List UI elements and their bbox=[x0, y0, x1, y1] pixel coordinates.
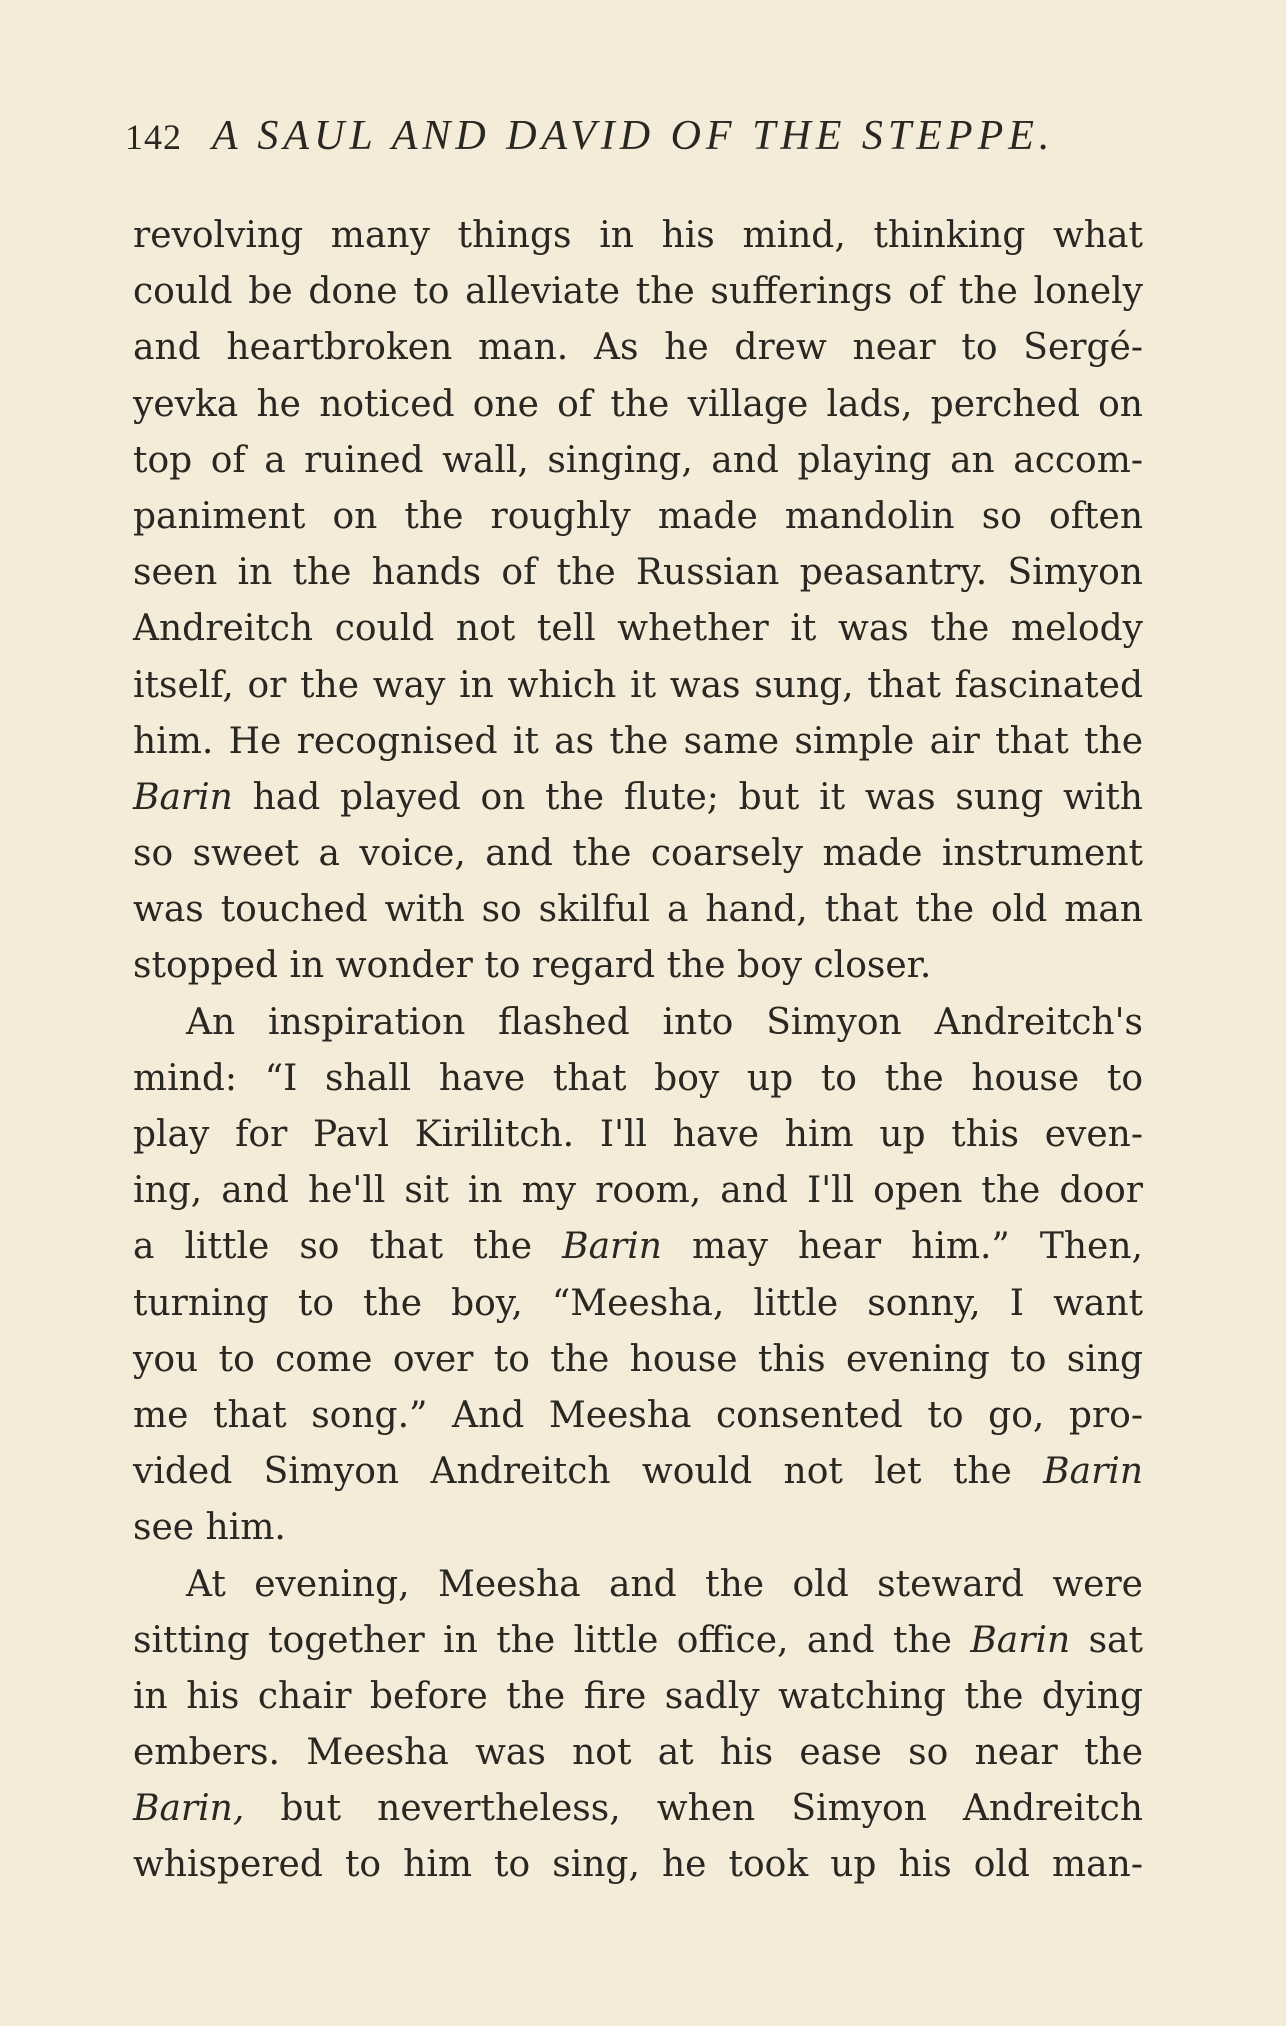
text-line: stopped in wonder to regard the boy closer. bbox=[133, 945, 932, 987]
running-head: A SAUL AND DAVID OF THE STEPPE. bbox=[212, 113, 1055, 159]
text-line: Barin, but nevertheless, when Simyon Andreitch bbox=[133, 1788, 1143, 1830]
text-line: whispered to him to sing, he took up his old man- bbox=[133, 1844, 1143, 1886]
italic-term: Barin bbox=[1043, 1451, 1143, 1493]
text-line: embers. Meesha was not at his ease so near the bbox=[133, 1732, 1143, 1774]
text-line: Andreitch could not tell whether it was the melody bbox=[133, 608, 1143, 650]
text-line: Barin had played on the flute; but it was sung with bbox=[133, 776, 1143, 818]
page-number: 142 bbox=[125, 117, 182, 157]
italic-term: Barin bbox=[562, 1226, 662, 1268]
text-line: me that song.” And Meesha consented to go, pro- bbox=[133, 1394, 1143, 1436]
text-line: At evening, Meesha and the old steward were bbox=[186, 1563, 1143, 1605]
text-line: sitting together in the little office, and the Barin sat bbox=[133, 1619, 1143, 1661]
body-text bbox=[133, 208, 1143, 1894]
text-line: paniment on the roughly made mandolin so often bbox=[133, 495, 1143, 537]
italic-term: Barin bbox=[133, 776, 233, 818]
text-line: revolving many things in his mind, thinking what bbox=[133, 215, 1143, 256]
text-line: top of a ruined wall, singing, and playing an accom- bbox=[133, 439, 1143, 481]
text-line: An inspiration flashed into Simyon Andreitch's bbox=[186, 1001, 1143, 1043]
text-line: seen in the hands of the Russian peasantry. Simyon bbox=[133, 552, 1143, 594]
text-line: you to come over to the house this evening to sing bbox=[133, 1338, 1143, 1380]
text-line: see him. bbox=[133, 1507, 286, 1549]
text-line: play for Pavl Kirilitch. I'll have him up this even- bbox=[133, 1114, 1143, 1155]
text-line: itself, or the way in which it was sung, that fascinated bbox=[133, 664, 1143, 706]
italic-term: Barin, bbox=[133, 1788, 245, 1830]
text-line: yevka he noticed one of the village lads, perched on bbox=[133, 383, 1143, 425]
text-line: and heartbroken man. As he drew near to Sergé- bbox=[133, 327, 1143, 369]
text-line: in his chair before the fire sadly watching the dying bbox=[133, 1675, 1143, 1717]
text-line: vided Simyon Andreitch would not let the Barin bbox=[133, 1451, 1143, 1493]
page-header bbox=[125, 112, 1145, 172]
text-line: ing, and he'll sit in my room, and I'll open the door bbox=[133, 1170, 1143, 1212]
text-line: turning to the boy, “Meesha, little sonny, I want bbox=[133, 1282, 1143, 1324]
text-line: him. He recognised it as the same simple air that the bbox=[133, 720, 1143, 762]
text-line: could be done to alleviate the sufferings of the lonely bbox=[133, 271, 1143, 313]
text-line: so sweet a voice, and the coarsely made instrument bbox=[133, 833, 1143, 875]
text-line: mind: “I shall have that boy up to the house to bbox=[133, 1057, 1143, 1099]
text-line: a little so that the Barin may hear him.” Then, bbox=[133, 1226, 1143, 1268]
italic-term: Barin bbox=[970, 1619, 1071, 1661]
text-line: was touched with so skilful a hand, that the old man bbox=[133, 889, 1143, 931]
